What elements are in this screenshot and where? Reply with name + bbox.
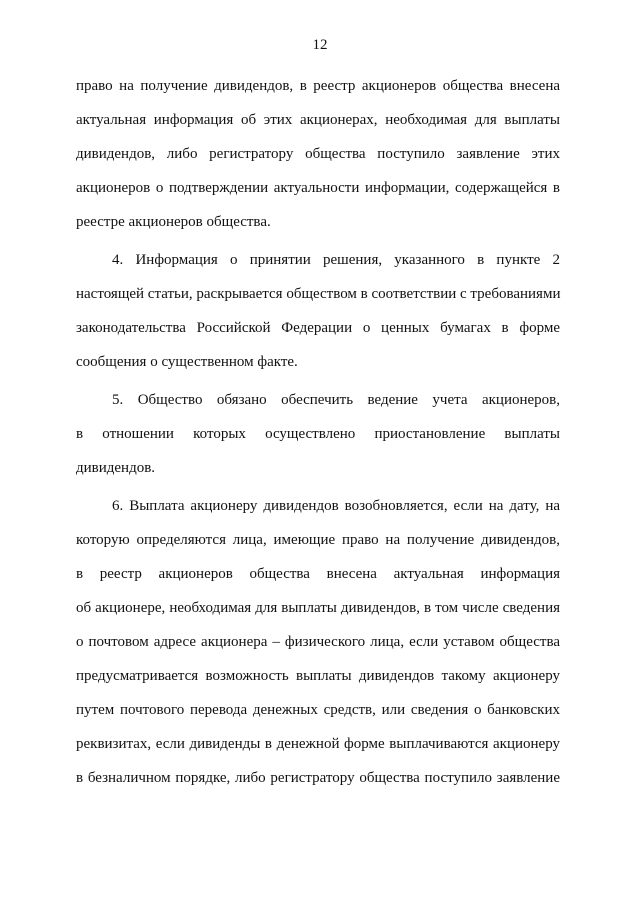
text-line: об акционере, необходимая для выплаты дивидендов, в том числе сведения [76, 600, 560, 616]
page-number: 12 [312, 37, 328, 53]
text-line: в отношении которых осуществлено приостановление выплаты [76, 426, 560, 442]
text-line: реестре акционеров общества. [76, 214, 271, 230]
text-line: которую определяются лица, имеющие право на получение дивидендов, [76, 532, 560, 548]
text-line: путем почтового перевода денежных средств, или сведения о банковских [76, 702, 560, 718]
text-line: актуальная информация об этих акционерах, необходимая для выплаты [76, 112, 560, 128]
text-line: о почтовом адресе акционера – физического лица, если уставом общества [76, 634, 560, 650]
paragraph-5-first-line: 5. Общество обязано обеспечить ведение учета акционеров, [112, 392, 560, 408]
text-line: настоящей статьи, раскрывается обществом в соответствии с требованиями [76, 286, 561, 302]
text-line: в реестр акционеров общества внесена актуальная информация [76, 566, 560, 582]
text-line: реквизитах, если дивиденды в денежной форме выплачиваются акционеру [76, 736, 560, 752]
text-line: дивидендов, либо регистратору общества поступило заявление этих [76, 146, 560, 162]
text-line: дивидендов. [76, 460, 156, 476]
text-line: акционеров о подтверждении актуальности информации, содержащейся в [76, 180, 560, 196]
paragraph-6-first-line: 6. Выплата акционеру дивидендов возобновляется, если на дату, на [112, 498, 560, 514]
text-line: законодательства Российской Федерации о ценных бумагах в форме [76, 320, 560, 336]
text-line: сообщения о существенном факте. [76, 354, 298, 370]
text-line: предусматривается возможность выплаты дивидендов такому акционеру [76, 668, 560, 684]
paragraph-4-first-line: 4. Информация о принятии решения, указанного в пункте 2 [112, 252, 560, 268]
text-line: в безналичном порядке, либо регистратору общества поступило заявление [76, 770, 560, 786]
text-line: право на получение дивидендов, в реестр акционеров общества внесена [76, 78, 560, 94]
